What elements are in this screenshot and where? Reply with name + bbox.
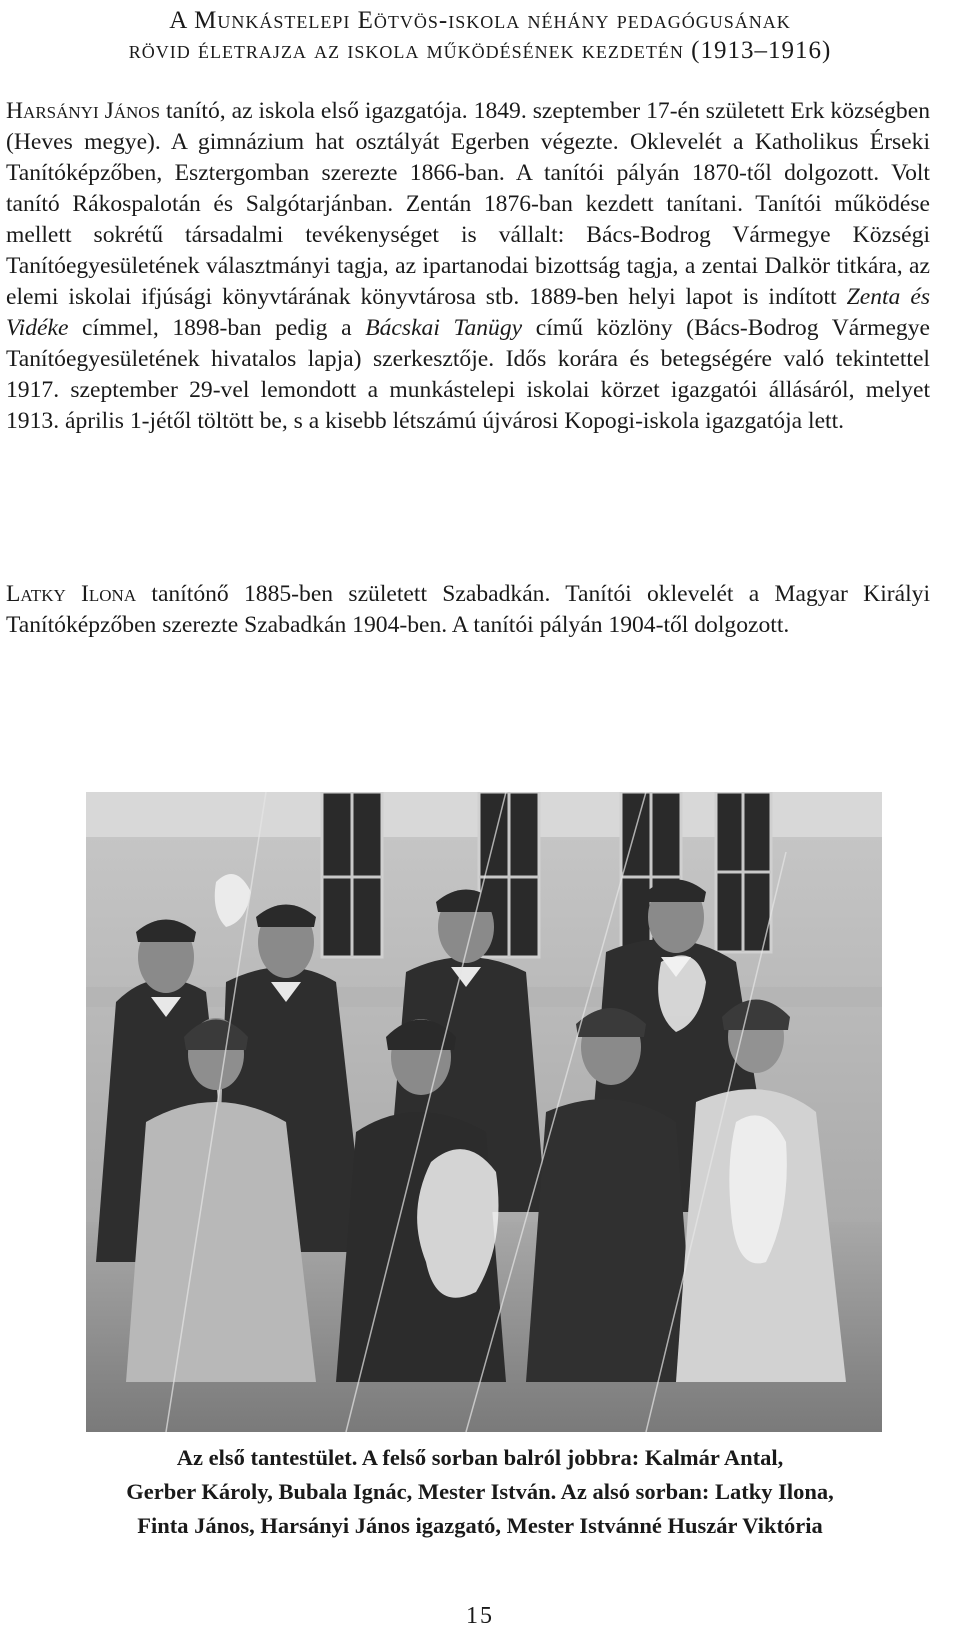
biography-latky xyxy=(6,579,930,641)
journal-title: Bácskai Tanügy xyxy=(365,315,523,341)
caption-line-3: Finta János, Harsányi János igazgató, Mester Istvánné Huszár Viktória xyxy=(137,1513,823,1538)
photo-caption xyxy=(40,1441,920,1543)
person-name: Harsányi János xyxy=(6,98,161,124)
title-line-2: rövid életrajza az iskola működésének kezdetén (1913–1916) xyxy=(128,37,832,64)
bio-text: tanító, az iskola első igazgatója. 1849. szeptember 17-én született Erk községben (Heves megye). A gimnázium hat osztályát Egerben végezte. Oklevelét a Katholikus Érseki Tanítóképzőben, Esztergomban szerezte 1866-ban. A tanítói pályán 1870-től dolgozott. Volt tanító Rákospalotán és Salgótarjánban. Zentán 1876-ban kezdett tanítani. Tanítói működése mellett sokrétű társadalmi tevékenységet is vállalt: Bács-Bodrog Vármegye Községi Tanítóegyesületének választmányi tagja, az ipartanodai bizottság tagja, a zentai Dalkör titkára, az elemi iskolai ifjúsági könyvtárának könyvtárosa stb. 1889-ben helyi lapot is indított xyxy=(6,98,930,310)
person-name: Latky Ilona xyxy=(6,581,137,607)
caption-line-2: Gerber Károly, Bubala Ignác, Mester István. Az alsó sorban: Latky Ilona, xyxy=(126,1479,834,1504)
bio-text: tanítónő 1885-ben született Szabadkán. Tanítói oklevelét a Magyar Királyi Tanítóképzőben szerezte Szabadkán 1904-ben. A tanítói pályán 1904-től dolgozott. xyxy=(6,581,931,638)
biography-harsanyi xyxy=(6,96,930,437)
title-line-1: A Munkástelepi Eötvös-iskola néhány pedagógusának xyxy=(169,7,791,34)
section-title xyxy=(40,6,920,66)
caption-line-1: Az első tantestület. A felső sorban balról jobbra: Kalmár Antal, xyxy=(176,1445,784,1470)
page-number: 15 xyxy=(466,1603,494,1629)
bio-text: címmel, 1898-ban pedig a xyxy=(68,315,366,341)
photo-illustration xyxy=(86,792,882,1432)
group-photograph xyxy=(86,792,882,1432)
bio-text: című közlöny (Bács-Bodrog Vármegye Tanítóegyesületének hivatalos lapja) szerkesztője. Idős korára és betegségére való tekintettel 1917. szeptember 29-vel lemondott a munkástelepi iskolai körzet igazgatói állásáról, melyet 1913. április 1-jétől töltött be, s a kisebb létszámú újvárosi Kopogi-iskola igazgatója lett. xyxy=(6,315,930,434)
newspaper-title: Zenta és Vidéke xyxy=(6,284,931,341)
